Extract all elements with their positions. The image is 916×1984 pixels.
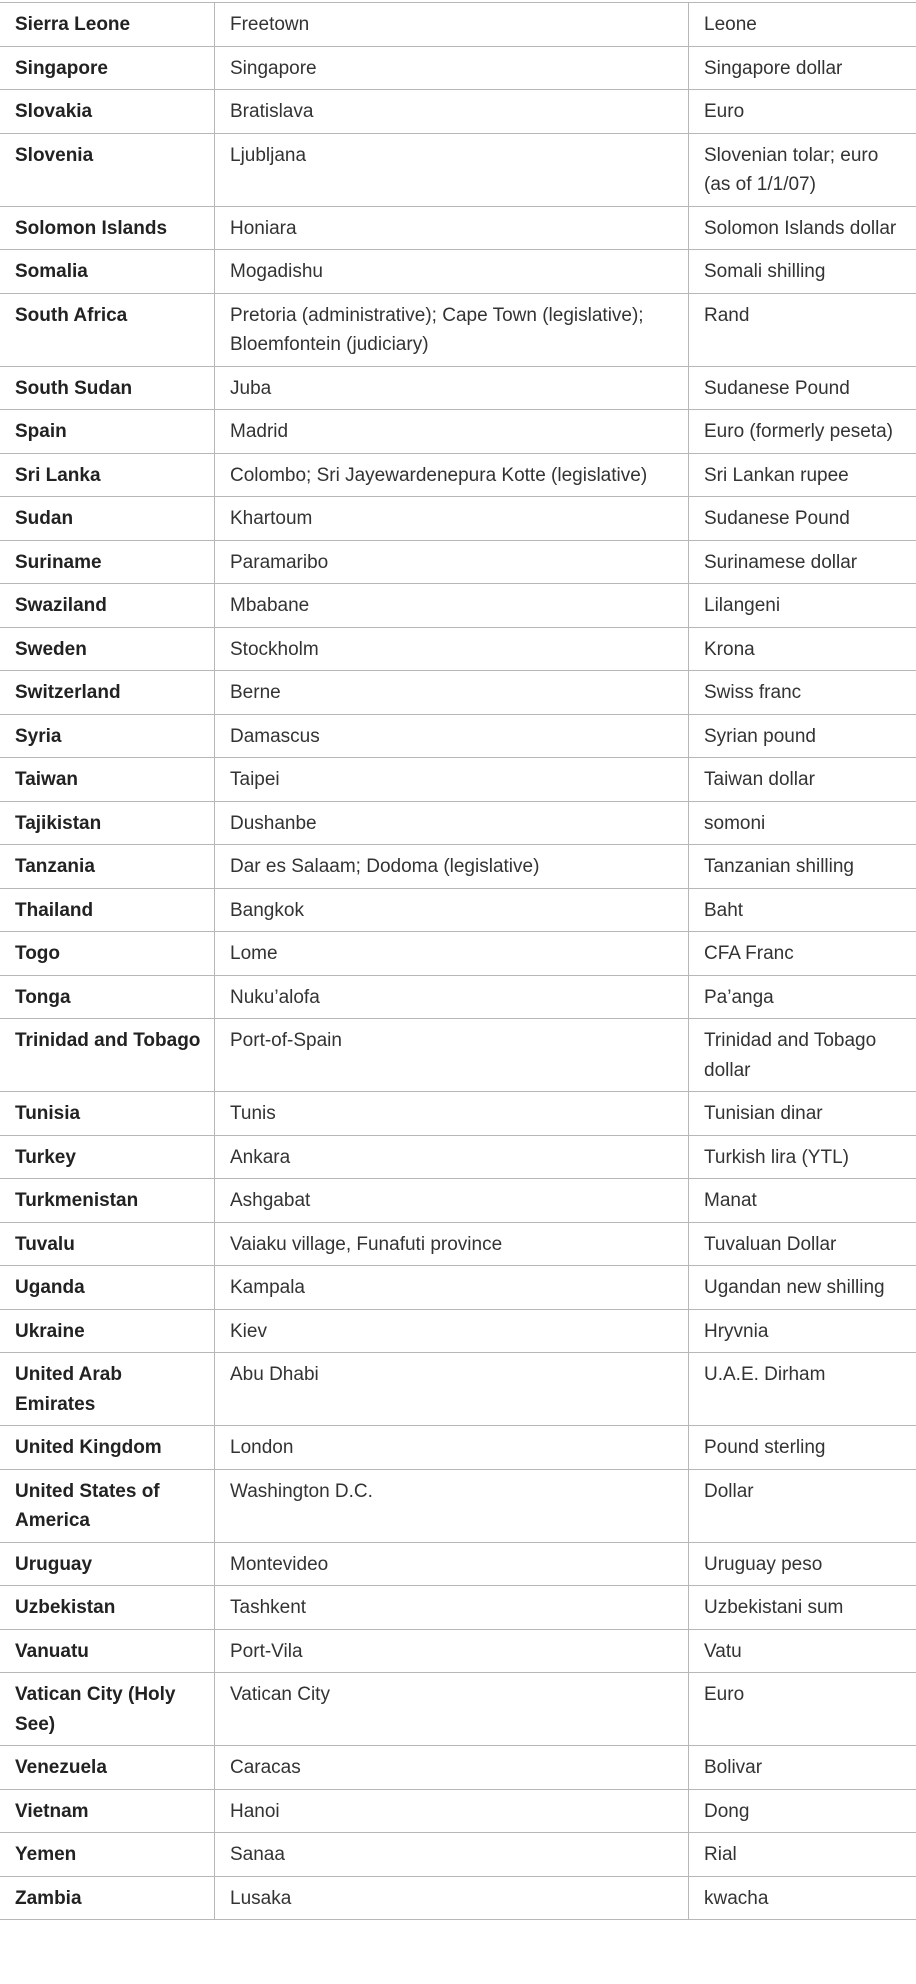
country-cell: Yemen [0,1833,215,1877]
capital-cell: Honiara [215,206,689,250]
capital-cell: Ankara [215,1135,689,1179]
table-row [0,90,916,134]
table-row [0,584,916,628]
capital-cell: Nuku’alofa [215,975,689,1019]
table-row [0,1673,916,1746]
table-row [0,206,916,250]
capital-cell: Paramaribo [215,540,689,584]
country-cell: Uzbekistan [0,1586,215,1630]
currency-cell: Baht [689,888,916,932]
capital-cell: Colombo; Sri Jayewardenepura Kotte (legislative) [215,453,689,497]
table-row [0,293,916,366]
country-cell: Suriname [0,540,215,584]
country-cell: Turkey [0,1135,215,1179]
currency-cell: Uruguay peso [689,1542,916,1586]
currency-cell: kwacha [689,1876,916,1920]
capital-cell: Stockholm [215,627,689,671]
table-row [0,1222,916,1266]
country-cell: Turkmenistan [0,1179,215,1223]
country-cell: Vanuatu [0,1629,215,1673]
capital-cell: Singapore [215,46,689,90]
currency-cell: Surinamese dollar [689,540,916,584]
capital-cell: Port-Vila [215,1629,689,1673]
capital-cell: Pretoria (administrative); Cape Town (legislative); Bloemfontein (judiciary) [215,293,689,366]
country-cell: Togo [0,932,215,976]
table-row [0,801,916,845]
table-row [0,671,916,715]
country-cell: Thailand [0,888,215,932]
currency-cell: Tunisian dinar [689,1092,916,1136]
table-row [0,453,916,497]
table-row [0,975,916,1019]
table-row [0,1746,916,1790]
country-cell: Vatican City (Holy See) [0,1673,215,1746]
table-row [0,845,916,889]
country-cell: Uruguay [0,1542,215,1586]
country-cell: United Arab Emirates [0,1353,215,1426]
capital-cell: Bratislava [215,90,689,134]
currency-cell: Somali shilling [689,250,916,294]
capital-cell: Berne [215,671,689,715]
table-row [0,627,916,671]
currency-cell: Trinidad and Tobago dollar [689,1019,916,1092]
country-cell: Tajikistan [0,801,215,845]
table-row [0,1876,916,1920]
table-row [0,46,916,90]
country-cell: Ukraine [0,1309,215,1353]
table-row [0,1833,916,1877]
table-row [0,758,916,802]
table-row [0,1309,916,1353]
capital-cell: Ljubljana [215,133,689,206]
currency-cell: Sri Lankan rupee [689,453,916,497]
table-row [0,366,916,410]
capital-cell: Vatican City [215,1673,689,1746]
table-row [0,133,916,206]
country-cell: Solomon Islands [0,206,215,250]
currency-cell: Lilangeni [689,584,916,628]
country-cell: Somalia [0,250,215,294]
currency-cell: Uzbekistani sum [689,1586,916,1630]
table-row [0,888,916,932]
currency-cell: Hryvnia [689,1309,916,1353]
currency-cell: Krona [689,627,916,671]
table-row [0,1586,916,1630]
currency-cell: CFA Franc [689,932,916,976]
currency-cell: Sudanese Pound [689,497,916,541]
table-row [0,714,916,758]
country-cell: Switzerland [0,671,215,715]
country-cell: Slovenia [0,133,215,206]
country-cell: Spain [0,410,215,454]
currency-cell: Leone [689,3,916,47]
countries-table [0,2,916,1920]
currency-cell: Syrian pound [689,714,916,758]
currency-cell: Euro [689,1673,916,1746]
currency-cell: U.A.E. Dirham [689,1353,916,1426]
country-cell: Tonga [0,975,215,1019]
currency-cell: Slovenian tolar; euro (as of 1/1/07) [689,133,916,206]
table-row [0,410,916,454]
country-cell: Sierra Leone [0,3,215,47]
country-cell: South Africa [0,293,215,366]
capital-cell: Dar es Salaam; Dodoma (legislative) [215,845,689,889]
country-cell: Uganda [0,1266,215,1310]
table-row [0,1179,916,1223]
country-cell: Tunisia [0,1092,215,1136]
capital-cell: Hanoi [215,1789,689,1833]
capital-cell: Abu Dhabi [215,1353,689,1426]
currency-cell: Sudanese Pound [689,366,916,410]
country-cell: Zambia [0,1876,215,1920]
country-cell: Sudan [0,497,215,541]
table-row [0,1019,916,1092]
currency-cell: Tuvaluan Dollar [689,1222,916,1266]
country-cell: Syria [0,714,215,758]
capital-cell: Madrid [215,410,689,454]
capital-cell: Khartoum [215,497,689,541]
table-row [0,932,916,976]
capital-cell: Sanaa [215,1833,689,1877]
currency-cell: Dong [689,1789,916,1833]
table-row [0,1469,916,1542]
country-cell: Vietnam [0,1789,215,1833]
currency-cell: Ugandan new shilling [689,1266,916,1310]
capital-cell: Tashkent [215,1586,689,1630]
capital-cell: Dushanbe [215,801,689,845]
table-row [0,1542,916,1586]
country-cell: Swaziland [0,584,215,628]
currency-cell: Euro (formerly peseta) [689,410,916,454]
currency-cell: Manat [689,1179,916,1223]
country-cell: Venezuela [0,1746,215,1790]
table-row [0,540,916,584]
capital-cell: Freetown [215,3,689,47]
country-cell: Trinidad and Tobago [0,1019,215,1092]
capital-cell: Ashgabat [215,1179,689,1223]
capital-cell: Montevideo [215,1542,689,1586]
capital-cell: Bangkok [215,888,689,932]
country-cell: Taiwan [0,758,215,802]
country-cell: South Sudan [0,366,215,410]
currency-cell: Taiwan dollar [689,758,916,802]
capital-cell: Mbabane [215,584,689,628]
currency-cell: Rand [689,293,916,366]
table-row [0,1092,916,1136]
currency-cell: Vatu [689,1629,916,1673]
currency-cell: Rial [689,1833,916,1877]
table-row [0,1629,916,1673]
currency-cell: Euro [689,90,916,134]
country-cell: Singapore [0,46,215,90]
country-cell: United Kingdom [0,1426,215,1470]
capital-cell: Lusaka [215,1876,689,1920]
table-row [0,1426,916,1470]
capital-cell: Vaiaku village, Funafuti province [215,1222,689,1266]
capital-cell: London [215,1426,689,1470]
capital-cell: Damascus [215,714,689,758]
capital-cell: Taipei [215,758,689,802]
country-cell: Sweden [0,627,215,671]
capital-cell: Kiev [215,1309,689,1353]
table-row [0,497,916,541]
currency-cell: Turkish lira (YTL) [689,1135,916,1179]
capital-cell: Tunis [215,1092,689,1136]
table-row [0,3,916,47]
country-cell: Slovakia [0,90,215,134]
capital-cell: Mogadishu [215,250,689,294]
table-row [0,250,916,294]
country-cell: Tuvalu [0,1222,215,1266]
capital-cell: Lome [215,932,689,976]
currency-cell: Pa’anga [689,975,916,1019]
currency-cell: Singapore dollar [689,46,916,90]
country-cell: United States of America [0,1469,215,1542]
capital-cell: Port-of-Spain [215,1019,689,1092]
capital-cell: Juba [215,366,689,410]
table-row [0,1266,916,1310]
capital-cell: Washington D.C. [215,1469,689,1542]
country-cell: Sri Lanka [0,453,215,497]
currency-cell: Bolivar [689,1746,916,1790]
currency-cell: somoni [689,801,916,845]
currency-cell: Solomon Islands dollar [689,206,916,250]
table-row [0,1789,916,1833]
currency-cell: Dollar [689,1469,916,1542]
currency-cell: Swiss franc [689,671,916,715]
capital-cell: Caracas [215,1746,689,1790]
table-row [0,1135,916,1179]
table-row [0,1353,916,1426]
currency-cell: Pound sterling [689,1426,916,1470]
currency-cell: Tanzanian shilling [689,845,916,889]
country-cell: Tanzania [0,845,215,889]
table-body [0,3,916,1920]
capital-cell: Kampala [215,1266,689,1310]
